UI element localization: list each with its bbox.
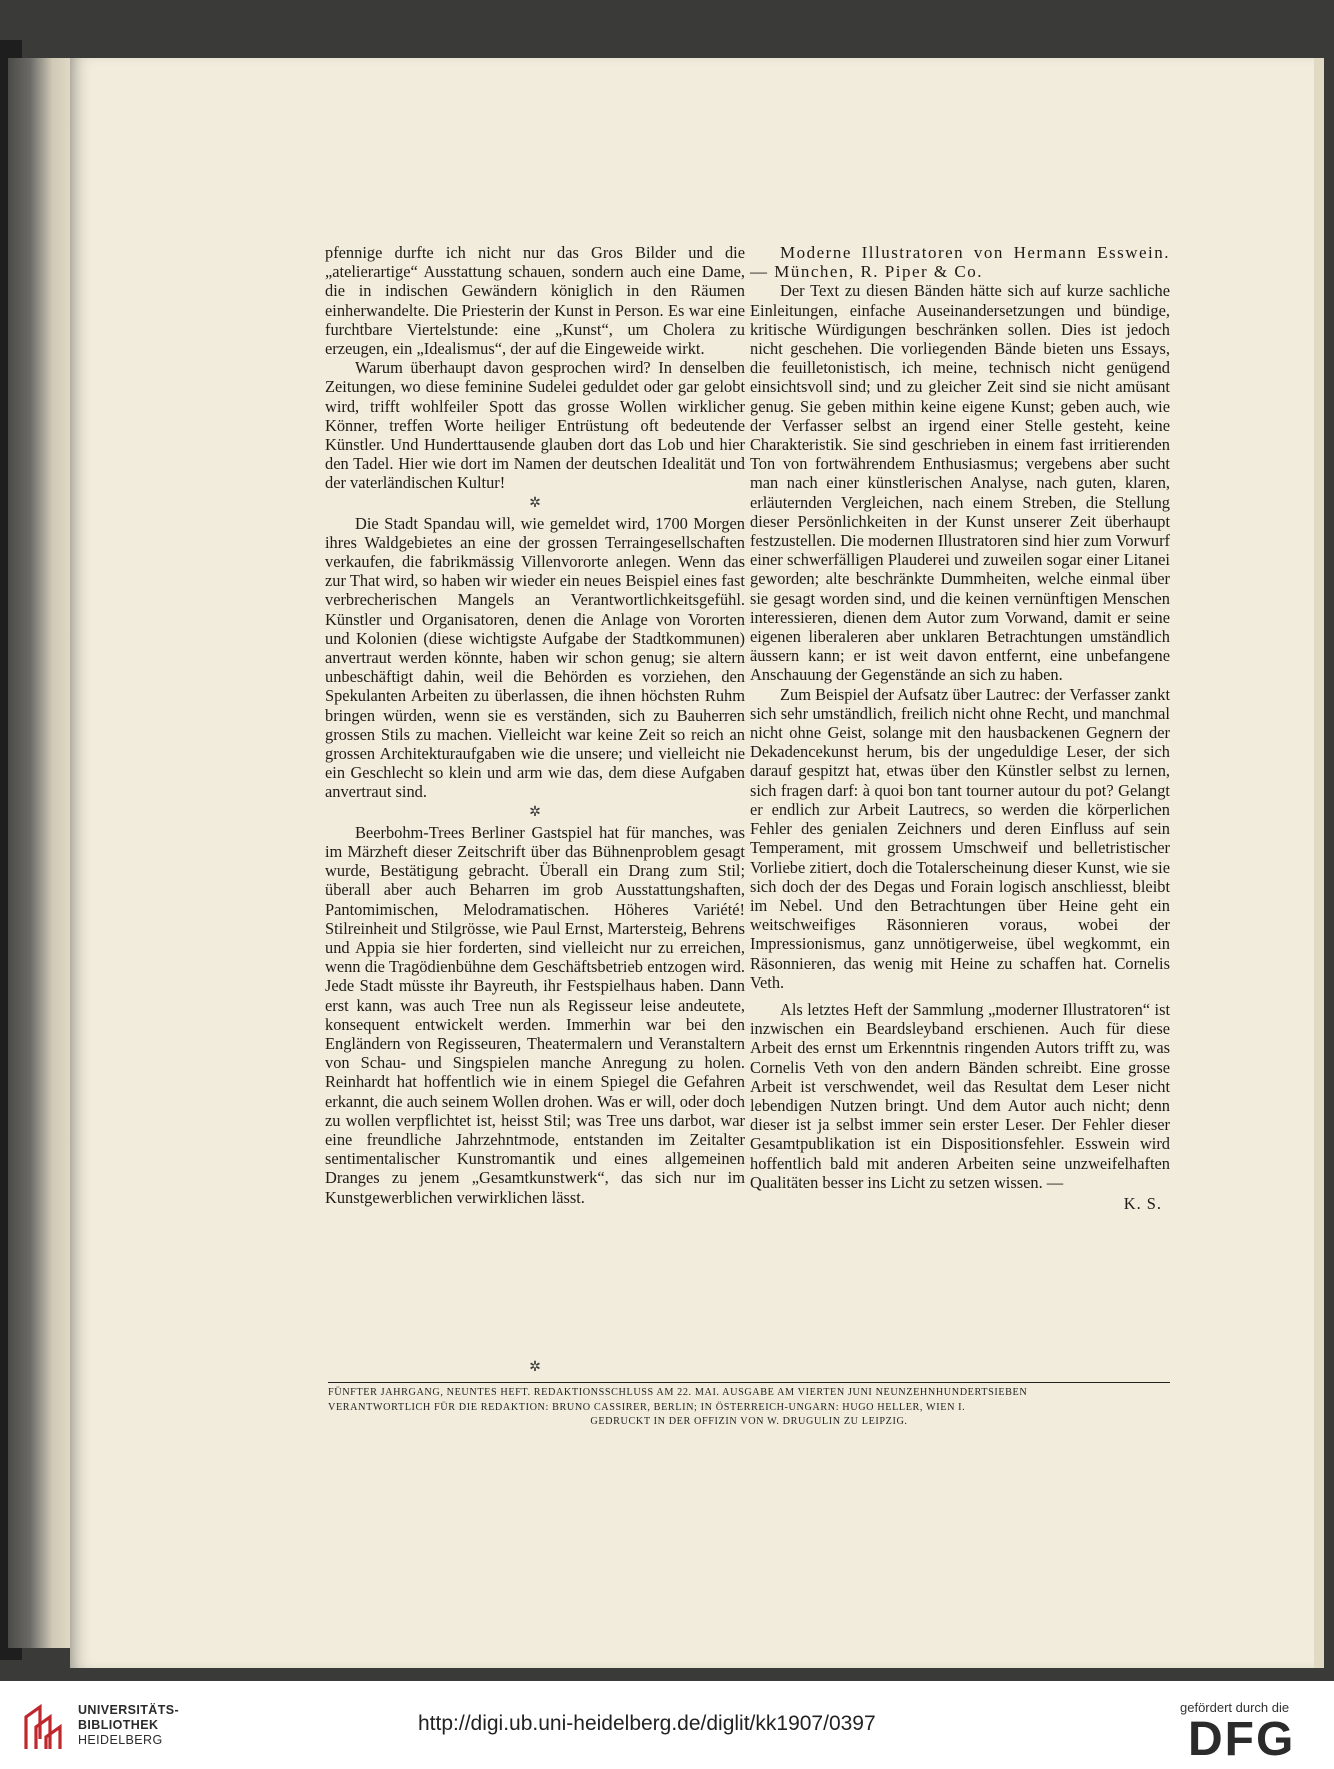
library-name[interactable] bbox=[78, 1703, 179, 1748]
left-text-column bbox=[325, 243, 745, 1207]
review-heading: Moderne Illustratoren von Hermann Esswein. — München, R. Piper & Co. bbox=[750, 243, 1170, 282]
imprint-block bbox=[328, 1382, 1170, 1430]
section-separator-ornament: ✲ bbox=[529, 804, 541, 820]
paragraph: Warum überhaupt davon gesprochen wird? In denselben Zeitungen, wo diese feminine Sudelei geduldet oder gar gelobt wird, trifft wohlfeiler Spott das grosse Wollen wirklicher Könner, treffen Worte heiliger Entrüstung oft bedeutende Künstler. Und Hunderttausende glauben dort das Lob und hier den Tadel. Hier wie dort im Namen der deutschen Idealität und der vaterländischen Kultur! bbox=[325, 358, 745, 493]
paragraph: Der Text zu diesen Bänden hätte sich auf kurze sachliche Einleitungen, einfache Auseinandersetzungen und bündige, kritische Würdigungen beschränken sollen. Dies ist jedoch nicht geschehen. Die vorliegenden Bände bieten uns Essays, die feuilletonistisch, ich meine, technisch nicht genügend einsichtsvoll sind; und zu gleicher Zeit sind sie nicht amüsant genug. Sie geben mithin keine eigene Kunst; geben auch, wie der Verfasser selbst an irgend einer Stelle gesteht, keine Charakteristik. Sie sind geschrieben in einem fast irritierenden Ton von fortwährendem Enthusiasmus; vergebens aber sucht man nach einer künstlerischen Analyse, nach guten, klaren, erläuternden Vergleichen, nach einem Streben, die Stellung dieser Persönlichkeiten in der Kunst unserer Zeit überhaupt festzustellen. Die modernen Illustratoren sind hier zum Vorwurf einer schwerfälligen Plauderei und zuweilen sogar einer Litanei geworden; alte beschränkte Dummheiten, welche einmal über sie gesagt worden sind, und die keinen vernünftigen Menschen interessieren, dienen dem Autor zum Vorwand, damit er seine eigenen liberaleren aber unklaren Betrachtungen umständlich äussern kann; er ist weit davon entfernt, eine unbefangene Anschauung der Gegenstände an sich zu haben. bbox=[750, 281, 1170, 685]
sponsor-caption: gefördert durch die bbox=[1180, 1700, 1290, 1715]
library-name-line-1: UNIVERSITÄTS- bbox=[78, 1703, 180, 1717]
right-text-column bbox=[750, 243, 1170, 1213]
imprint-line-3: GEDRUCKT IN DER OFFIZIN VON W. DRUGULIN ZU LEIPZIG. bbox=[590, 1416, 908, 1427]
author-signature: K. S. bbox=[1123, 1193, 1162, 1213]
imprint-line-1: FÜNFTER JAHRGANG, NEUNTES HEFT. REDAKTIONSSCHLUSS AM 22. MAI. AUSGABE AM VIERTEN JUNI NEUNZEHNHUNDERTSIEBEN bbox=[328, 1387, 1028, 1398]
imprint-line-2: VERANTWORTLICH FÜR DIE REDAKTION: BRUNO CASSIRER, BERLIN; IN ÖSTERREICH-UNGARN: HUGO HELLER, WIEN I. bbox=[328, 1401, 966, 1413]
dfg-logo[interactable]: DFG bbox=[1188, 1713, 1296, 1766]
end-ornament: ✲ bbox=[529, 1360, 541, 1375]
university-library-logo-icon[interactable] bbox=[22, 1703, 68, 1753]
paragraph: Als letztes Heft der Sammlung „moderner Illustratoren“ ist inzwischen ein Beardsleyband erschienen. Auch für diese Arbeit des ernst um Erkenntnis ringenden Autors trifft zu, was Cornelis Veth von den andern Bänden schreibt. Eine grosse Arbeit ist verschwendet, weil das Resultat dem Leser nicht lebendigen Nutzen bringt. Und dem Autor auch nicht; denn dieser ist ja selbst immer sein erster Leser. Der Fehler dieser Gesamtpublikation ist ein Dispositionsfehler. Esswein wird hoffentlich bald mit anderen Arbeiten seine unzweifelhaften Qualitäten besser ins Licht zu setzen wissen. — bbox=[750, 999, 1170, 1192]
paragraph: Zum Beispiel der Aufsatz über Lautrec: der Verfasser zankt sich sehr umständlich, freilich nicht ohne Recht, und manchmal nicht ohne Geist, solange mit den hausbackenen Gegnern der Dekadencekunst herum, bis der ungeduldige Leser, der sich darauf gespitzt hat, etwas über den Künstler selbst zu lernen, sich fragen darf: à quoi bon tant tourner autour du pot? Gelangt er endlich zur Arbeit Lautrecs, so werden die körperlichen Fehler des genialen Zeichners und deren Einfluss auf sein Temperament, mit grossem Umschweif und belletristischer Vorliebe zitiert, doch die Totalerscheinung dieser Kunst, wie sie sich doch der des Degas und Forain logisch anschliesst, bleibt im Nebel. Und den Betrachtungen über Heine geht ein weitschweifiges Räsonnieren voraus, wobei der Impressionismus, ganz unnötigerweise, übel wegkommt, ein Räsonnieren, das wenig mit Heine zu schaffen hat. Cornelis Veth. bbox=[750, 684, 1170, 992]
library-name-line-2: BIBLIOTHEK bbox=[78, 1718, 159, 1732]
paragraph: Beerbohm-Trees Berliner Gastspiel hat für manches, was im Märzheft dieser Zeitschrift über das Bühnenproblem gesagt wurde, Bestätigung gebracht. Überall ein Drang zum Stil; überall aber auch Beharren im grob Ausstattungshaften, Pantomimischen, Melodramatischen. Höheres Variété! Stilreinheit und Stilgrösse, wie Paul Ernst, Martersteig, Behrens und Appia sie hier forderten, sind vielleicht nur zu erreichen, wenn die Tragödienbühne dem Geschäftsbetrieb entzogen wird. Jede Stadt müsste ihr Bayreuth, ihr Festspielhaus haben. Dann erst kann, was auch Tree nun als Regisseur leise andeutete, konsequent entwickelt werden. Immerhin war bei den Engländern von Regisseuren, Theatermalern und Veranstaltern von Schau- und Singspielen manche Anregung zu holen. Reinhardt hat hoffentlich wie in einem Spiegel die Gefahren erkannt, die auch seinem Wollen drohen. Was er will, oder doch zu wollen verpflichtet ist, heisst Stil; was Tree uns darbot, war eine freundliche Jahrzehntmode, entstanden im Zeitalter sentimentalischer Kunstromantik und eines allgemeinen Dranges zu jenem „Gesamtkunstwerk“, das sich nur im Kunstgewerblichen verwirklichen lässt. bbox=[325, 822, 745, 1207]
paragraph: pfennige durfte ich nicht nur das Gros Bilder und die „atelierartige“ Ausstattung schauen, sondern auch eine Dame, die in indischen Gewändern königlich in den Räumen einherwandelte. Die Priesterin der Kunst in Person. Es war eine furchtbare Viertelstunde: eine „Kunst“, um Cholera zu erzeugen, ein „Idealismus“, der auf die Eingeweide wirkt. bbox=[325, 243, 745, 359]
library-name-line-3: HEIDELBERG bbox=[78, 1733, 163, 1747]
page-right-edge bbox=[1314, 58, 1324, 1668]
paragraph: Die Stadt Spandau will, wie gemeldet wird, 1700 Morgen ihres Waldgebietes an eine der grossen Terraingesellschaften verkaufen, die fabrikmässig Villenvororte anlegen. Wenn das zur That wird, so haben wir wieder ein neues Beispiel eines fast verbrecherischen Mangels an Verantwortlichkeitsgefühl. Künstler und Organisatoren, denen die Anlage von Vororten und Kolonien (diese wichtigste Aufgabe der Stadtkommunen) anvertraut werden könnte, haben wir schon genug; sie altern unbeschäftigt dahin, weil die Behörden es vorziehen, den Spekulanten Arbeiten zu überlassen, die ihnen höchsten Ruhm bringen würden, wenn sie es verständen, sich zu Bauherren grossen Stils zu machen. Vielleicht war keine Zeit so reich an grossen Architekturaufgaben wie die unsere; und vielleicht nie ein Geschlecht so klein und arm wie das, dem diese Aufgaben anvertraut sind. bbox=[325, 513, 745, 802]
permalink-url[interactable]: http://digi.ub.uni-heidelberg.de/diglit/kk1907/0397 bbox=[418, 1712, 876, 1735]
section-separator-ornament: ✲ bbox=[529, 495, 541, 511]
